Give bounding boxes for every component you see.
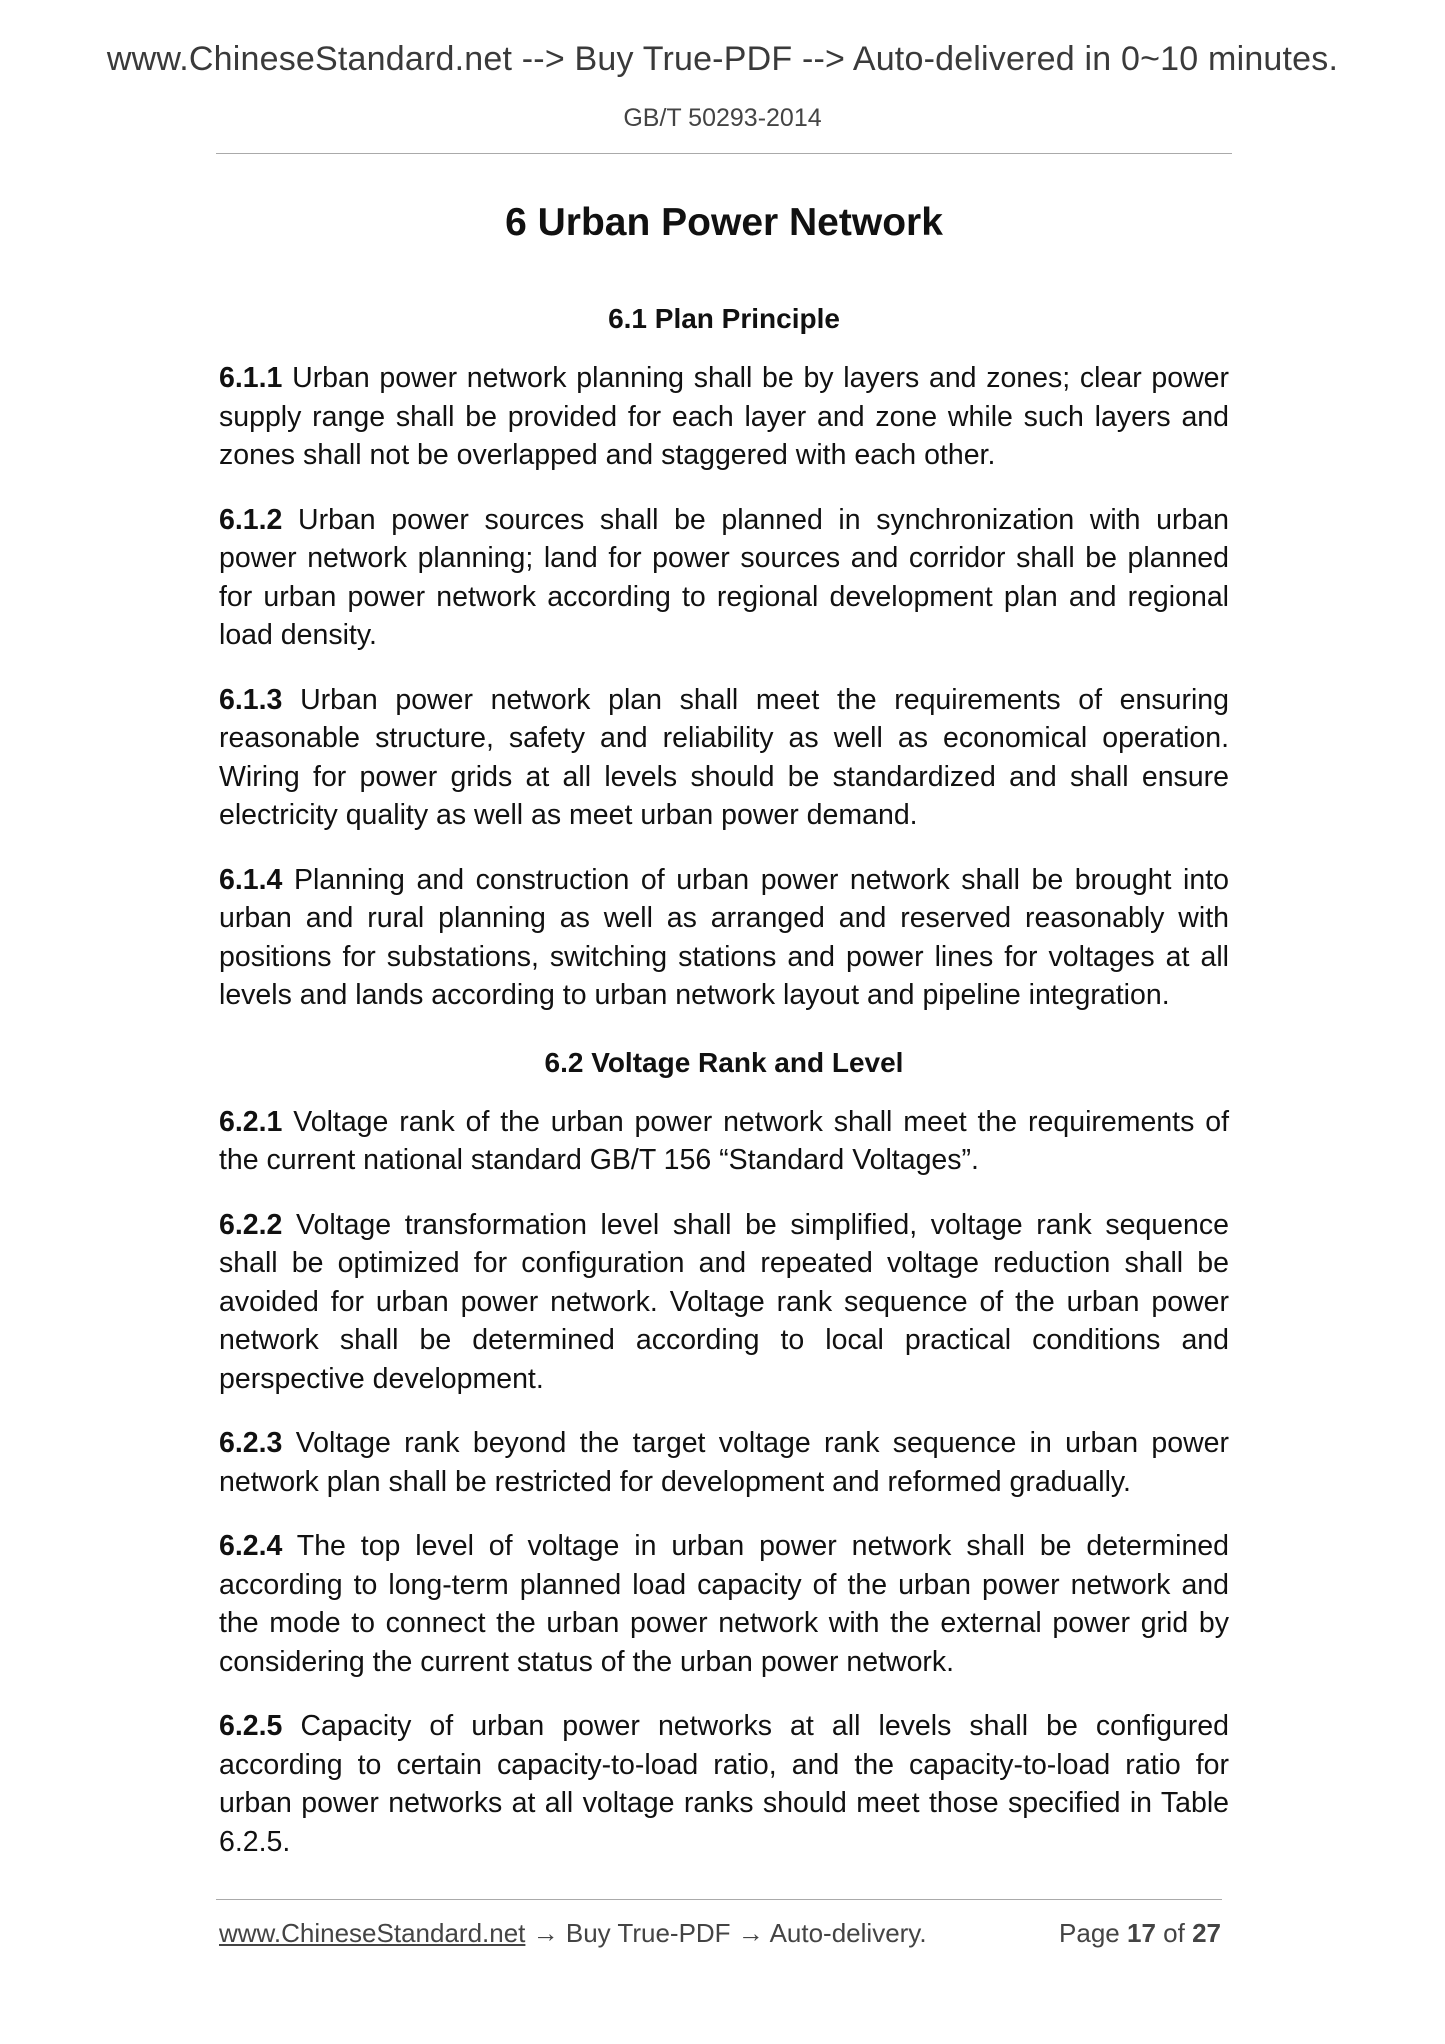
chapter-title: 6 Urban Power Network <box>505 201 943 244</box>
page-total: 27 <box>1192 1918 1221 1948</box>
clause-6-1-3 <box>219 681 1229 835</box>
header-divider <box>216 153 1232 154</box>
footer-site-link[interactable]: www.ChineseStandard.net <box>219 1918 526 1948</box>
clause-text: Capacity of urban power networks at all levels shall be configured according to certain capacity-to-load ratio, and the capacity-to-load ratio for urban power networks at all voltage ranks should meet those specified in Table 6.2.5. <box>219 1710 1229 1858</box>
clause-text: Voltage rank of the urban power network shall meet the requirements of the current national standard GB/T 156 “Standard Voltages”. <box>219 1105 1230 1176</box>
footer-left <box>219 1918 927 1949</box>
clause-number: 6.1.3 <box>219 683 283 716</box>
clause-number: 6.1.1 <box>219 362 283 394</box>
clause-number: 6.2.3 <box>219 1427 283 1459</box>
clause-number: 6.2.5 <box>219 1710 283 1742</box>
clause-6-2-2 <box>219 1206 1229 1399</box>
clause-6-2-3 <box>219 1424 1229 1501</box>
page-label: Page <box>1059 1918 1120 1948</box>
clause-6-1-4 <box>219 861 1229 1015</box>
clause-text: Planning and construction of urban power network shall be brought into urban and rural planning as well as arranged and reserved reasonably with positions for substations, switching stations and power lines for voltages at all levels and lands according to urban network layout and pipeline integration. <box>219 863 1229 1011</box>
page-current: 17 <box>1127 1918 1156 1948</box>
clause-number: 6.1.4 <box>219 863 283 896</box>
clause-6-1-1 <box>219 359 1229 475</box>
section-title-6-1: 6.1 Plan Principle <box>608 303 840 334</box>
page-of: of <box>1163 1918 1185 1948</box>
clause-text: Urban power sources shall be planned in synchronization with urban power network planning; land for power sources and corridor shall be planned for urban power network according to regional development plan and regional load density. <box>219 503 1229 651</box>
page-footer <box>219 1918 1221 1958</box>
clause-6-2-5 <box>219 1707 1229 1861</box>
page-number <box>1059 1918 1221 1949</box>
clause-text: Voltage rank beyond the target voltage rank sequence in urban power network plan shall be restricted for development and reformed gradually. <box>219 1427 1229 1498</box>
clause-text: Voltage transformation level shall be simplified, voltage rank sequence shall be optimized for configuration and repeated voltage reduction shall be avoided for urban power network. Voltage rank sequence of the urban power network shall be determined according to local practical conditions and perspective development. <box>219 1208 1229 1395</box>
clause-6-2-4 <box>219 1527 1229 1681</box>
clause-number: 6.2.4 <box>219 1530 283 1562</box>
standard-code: GB/T 50293-2014 <box>623 104 822 132</box>
clause-6-2-1 <box>219 1103 1229 1180</box>
footer-divider <box>216 1899 1222 1900</box>
footer-delivery-text: → Buy True-PDF → Auto-delivery. <box>525 1918 927 1948</box>
page-content <box>219 193 1229 1887</box>
top-banner: www.ChineseStandard.net --> Buy True-PDF --> Auto-delivered in 0~10 minutes. <box>106 40 1339 78</box>
clause-text: Urban power network planning shall be by layers and zones; clear power supply range shall be provided for each layer and zone while such layers and zones shall not be overlapped and staggered with each other. <box>219 362 1230 471</box>
clause-text: The top level of voltage in urban power network shall be determined according to long-term planned load capacity of the urban power network and the mode to connect the urban power network with the external power grid by considering the current status of the urban power network. <box>219 1530 1229 1678</box>
clause-number: 6.1.2 <box>219 503 283 536</box>
clause-number: 6.2.2 <box>219 1208 283 1241</box>
clause-6-1-2 <box>219 501 1229 655</box>
section-title-6-2: 6.2 Voltage Rank and Level <box>544 1046 904 1078</box>
clause-number: 6.2.1 <box>219 1105 283 1138</box>
clause-text: Urban power network plan shall meet the requirements of ensuring reasonable structure, safety and reliability as well as economical operation. Wiring for power grids at all levels should be standardized and shall ensure electricity quality as well as meet urban power demand. <box>219 683 1229 831</box>
